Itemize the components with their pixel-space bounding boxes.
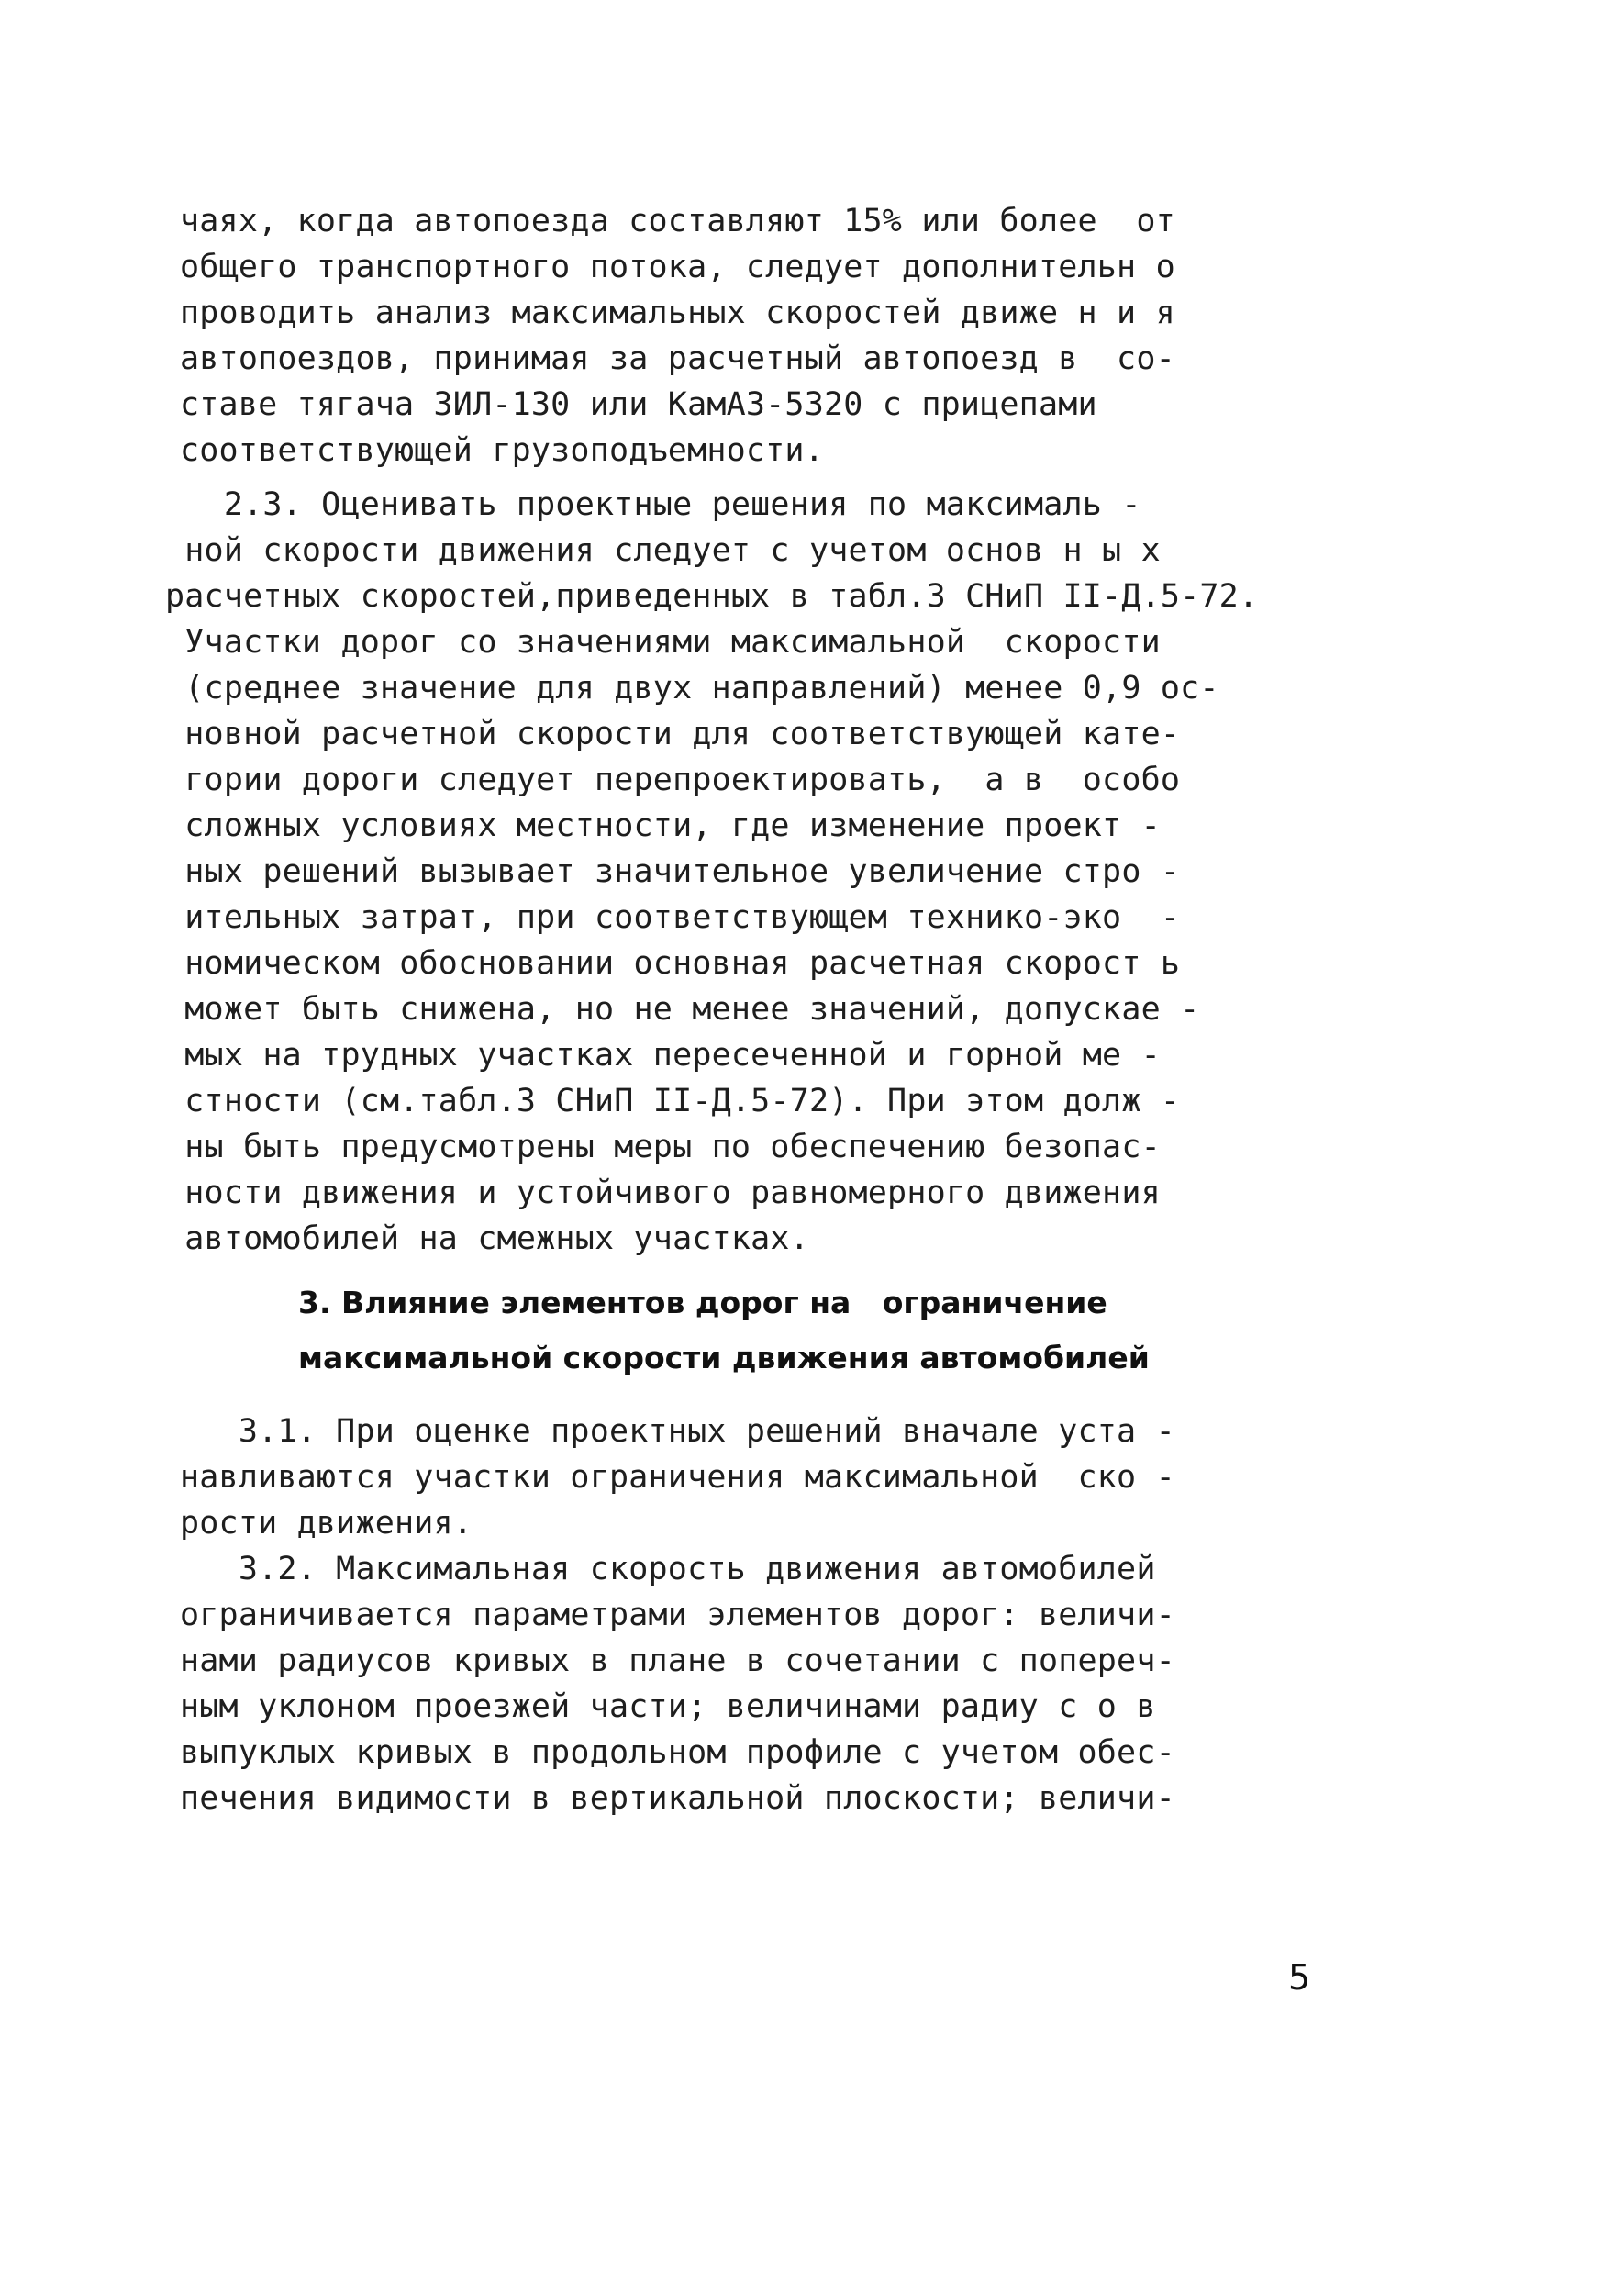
section-3-text: 3.1. При оценке проектных решений вначале уста - навливаются участки ограничения максимальной ско - рости движения. 3.2. Максимальная скорость движения автомобилей ограничивается параметрами элементов дорог: величи- нами радиусов кривых в плане в сочетании с попереч- ным уклоном проезжей части; величинами радиу с о в выпуклых кривых в продольном профиле с учетом обес- печения видимости в вертикальной плоскости; величи-: [180, 1413, 1175, 1817]
paragraph-continuation: чаях, когда автопоезда составляют 15% или более от общего транспортного потока, следует дополнительн о проводить анализ максимальных скоростей движе н и я автопоездов, принимая за расчетный автопоезд в со- ставе тягача ЗИЛ-130 или КамАЗ-5320 с прицепами соответствующей грузоподъемности.: [180, 203, 1175, 469]
page-number: 5: [1288, 1957, 1311, 1998]
paragraph-2-3: 2.3. Оценивать проектные решения по максималь - ной скорости движения следует с учетом основ н ы х расчетных скоростей,приведенных в табл.3 СНиП II-Д.5-72. Участки дорог со значениями максимальной скорости (среднее значение для двух направлений) менее 0,9 ос- новной расчетной скорости для соответствующей кате- гории дороги следует перепроектировать, а в особо сложных условиях местности, где изменение проект - ных решений вызывает значительное увеличение стро - ительных затрат, при соответствующем технико-эко - номическом обосновании основная расчетная скорост ь может быть снижена, но не менее значений, допускае - мых на трудных участках пересеченной и горной ме - стности (см.табл.3 СНиП II-Д.5-72). При этом долж - ны быть предусмотрены меры по обеспечению безопас- ности движения и устойчивого равномерного движения автомобилей на смежных участках.: [165, 486, 1259, 1257]
section-heading: 3. Влияние элементов дорог на ограничение максимальной скорости движения автомобилей: [298, 1285, 1150, 1375]
